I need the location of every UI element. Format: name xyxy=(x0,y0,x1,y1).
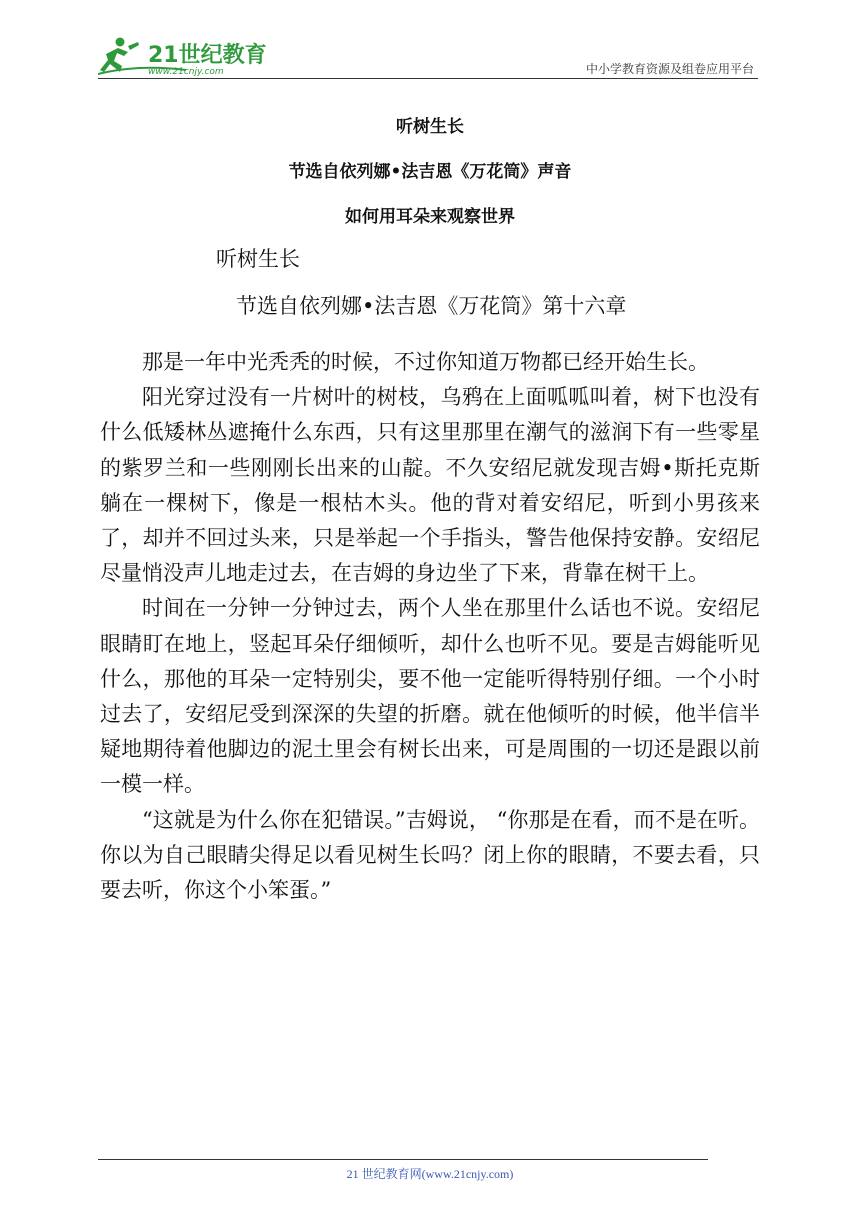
footer-divider xyxy=(98,1159,708,1160)
header-divider xyxy=(98,78,758,79)
logo-url: www.21cnjy.com xyxy=(148,67,224,77)
runner-icon xyxy=(100,38,139,73)
logo xyxy=(98,34,273,78)
article-body xyxy=(100,345,760,908)
page-header xyxy=(98,30,758,80)
paragraph: “这就是为什么你在犯错误。”吉姆说， “你那是在看，而不是在听。你以为自己眼睛尖得足以看见树生长吗？闭上你的眼睛，不要去看，只要去听，你这个小笨蛋。” xyxy=(100,807,760,903)
source-title: 节选自依列娜•法吉恩《万花筒》声音 xyxy=(288,162,572,182)
footer-text: 21 世纪教育网(www.21cnjy.com) xyxy=(346,1167,514,1181)
logo-text: 21世纪教育 xyxy=(148,43,267,68)
plain-title: 听树生长 xyxy=(216,247,300,271)
paragraph: 那是一年中光秃秃的时候，不过你知道万物都已经开始生长。 xyxy=(142,350,709,374)
main-title: 听树生长 xyxy=(396,117,464,137)
paragraph: 时间在一分钟一分钟过去，两个人坐在那里什么话也不说。安绍尼眼睛盯在地上，竖起耳朵仔细倾听，却什么也听不见。要是吉姆能听见什么，那他的耳朵一定特别尖，要不他一定能听得特别仔细。一个小时过去了，安绍尼受到深深的失望的折磨。就在他倾听的时候，他半信半疑地期待着他脚边的泥土里会有树长出来，可是周围的一切还是跟以前一模一样。 xyxy=(100,596,760,797)
subtitle: 如何用耳朵来观察世界 xyxy=(345,207,515,227)
header-slogan: 中小学教育资源及组卷应用平台 xyxy=(585,62,754,76)
paragraph: 阳光穿过没有一片树叶的树枝，乌鸦在上面呱呱叫着，树下也没有什么低矮林丛遮掩什么东西，只有这里那里在潮气的滋润下有一些零星的紫罗兰和一些刚刚长出来的山靛。不久安绍尼就发现吉姆•斯托克斯躺在一棵树下，像是一根枯木头。他的背对着安绍尼，听到小男孩来了，却并不回过头来，只是举起一个手指头，警告他保持安静。安绍尼尽量悄没声儿地走过去，在吉姆的身边坐了下来，背靠在树干上。 xyxy=(100,385,760,586)
plain-source: 节选自依列娜•法吉恩《万花筒》第十六章 xyxy=(236,294,627,318)
